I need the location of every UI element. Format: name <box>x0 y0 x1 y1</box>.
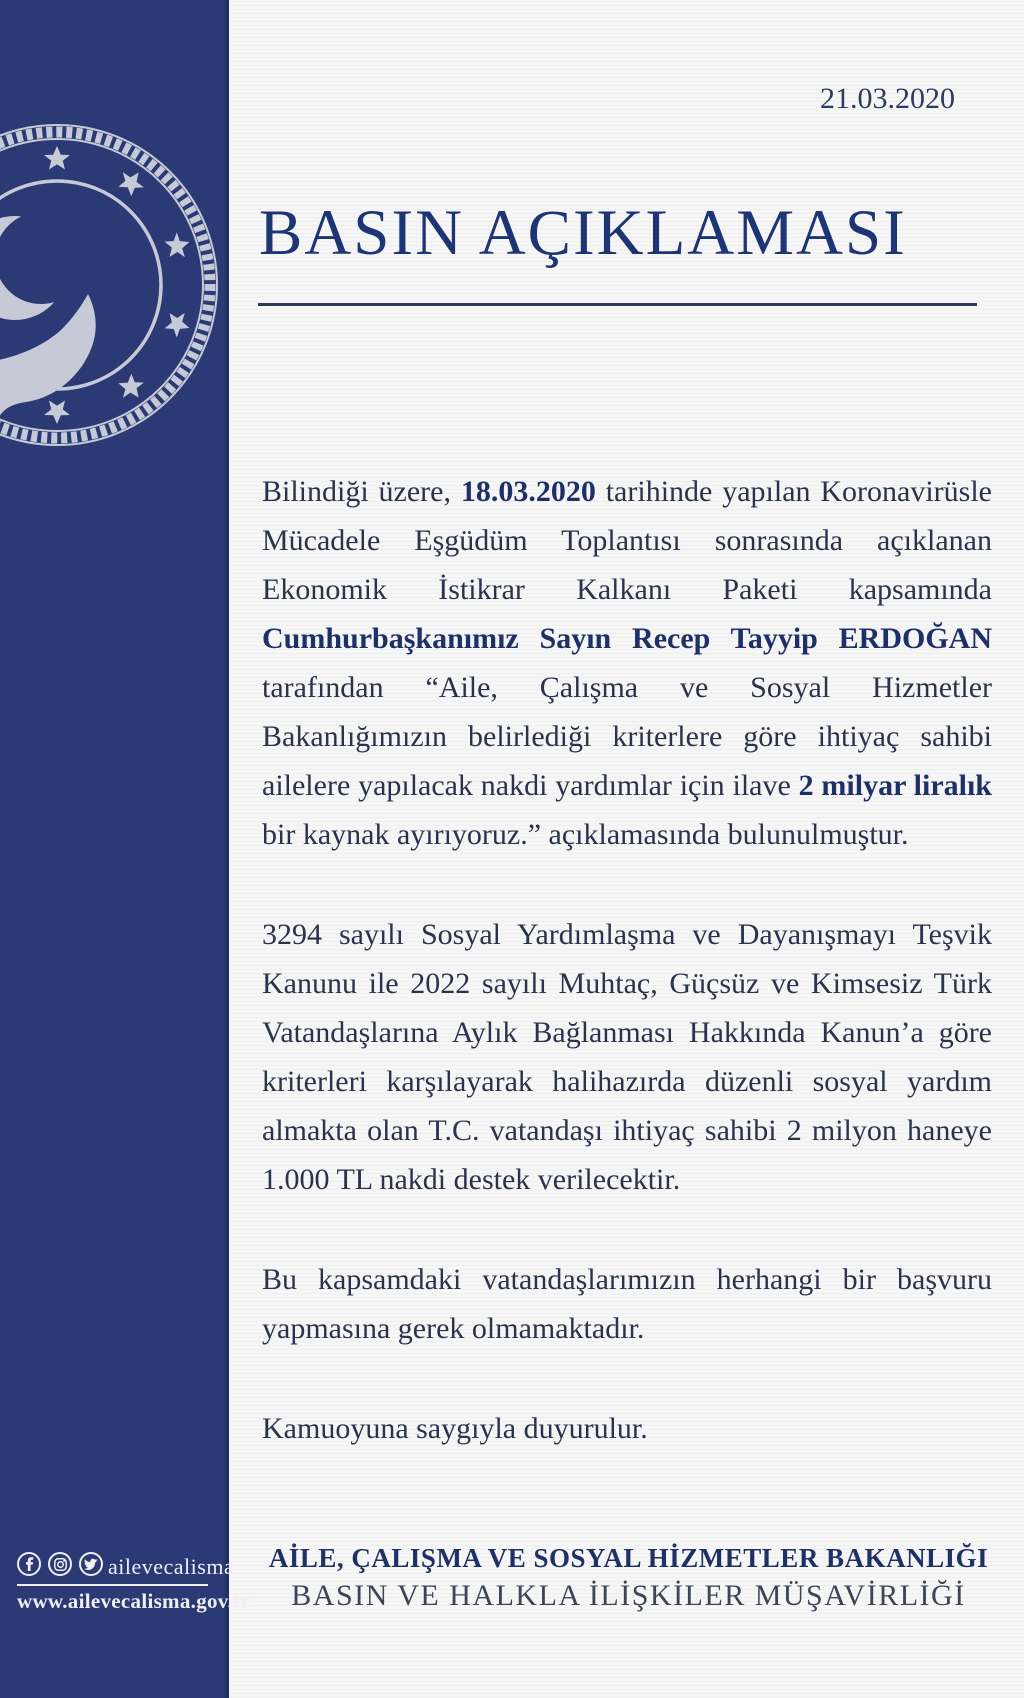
page-title: BASIN AÇIKLAMASI <box>259 197 907 269</box>
social-handle: ailevecalisma <box>108 1554 235 1579</box>
body-paragraph: 3294 sayılı Sosyal Yardımlaşma ve Dayanışmayı Teşvik Kanunu ile 2022 sayılı Muhtaç, Güçsüz ve Kimsesiz Türk Vatandaşlarına Aylık Bağlanması Hakkında Kanun’a göre kriterleri karşılayarak halihazırda düzenli sosyal yardım almakta olan T.C. vatandaşı ihtiyaç sahibi 2 milyon haneye 1.000 TL nakdi destek verilecektir. <box>262 918 992 1196</box>
ministry-emblem-logo <box>0 108 229 478</box>
body-paragraph: Bilindiği üzere, 18.03.2020 tarihinde yapılan Koronavirüsle Mücadele Eşgüdüm Toplantısı sonrasında açıklanan Ekonomik İstikrar Kalkanı Paketi kapsamında Cumhurbaşkanımız Sayın Recep Tayyip ERDOĞAN tarafından “Aile, Çalışma ve Sosyal Hizmetler Bakanlığımızın belirlediği kriterlere göre ihtiyaç sahibi ailelere yapılacak nakdi yardımlar için ilave 2 milyar liralık bir kaynak ayırıyoruz.” açıklamasında bulunulmuştur. <box>262 475 992 851</box>
document-date: 21.03.2020 <box>820 82 955 115</box>
twitter-icon[interactable] <box>79 1552 103 1576</box>
social-divider <box>17 1584 208 1586</box>
sidebar <box>0 0 250 1698</box>
instagram-icon[interactable] <box>48 1552 72 1576</box>
crescent-icon <box>0 212 87 320</box>
body-text <box>262 467 992 1504</box>
footer-office-name: BASIN VE HALKLA İLİŞKİLER MÜŞAVİRLİĞİ <box>291 1579 966 1612</box>
body-paragraph: Bu kapsamdaki vatandaşlarımızın herhangi bir başvuru yapmasına gerek olmamaktadır. <box>262 1263 992 1345</box>
facebook-icon[interactable] <box>17 1552 41 1576</box>
footer <box>233 1543 1024 1613</box>
body-paragraph: Kamuoyuna saygıyla duyurulur. <box>262 1412 648 1445</box>
website-url[interactable]: www.ailevecalisma.gov.tr <box>17 1589 250 1613</box>
title-underline <box>258 303 977 306</box>
footer-ministry-name: AİLE, ÇALIŞMA VE SOSYAL HİZMETLER BAKANLIĞI <box>268 1543 989 1573</box>
